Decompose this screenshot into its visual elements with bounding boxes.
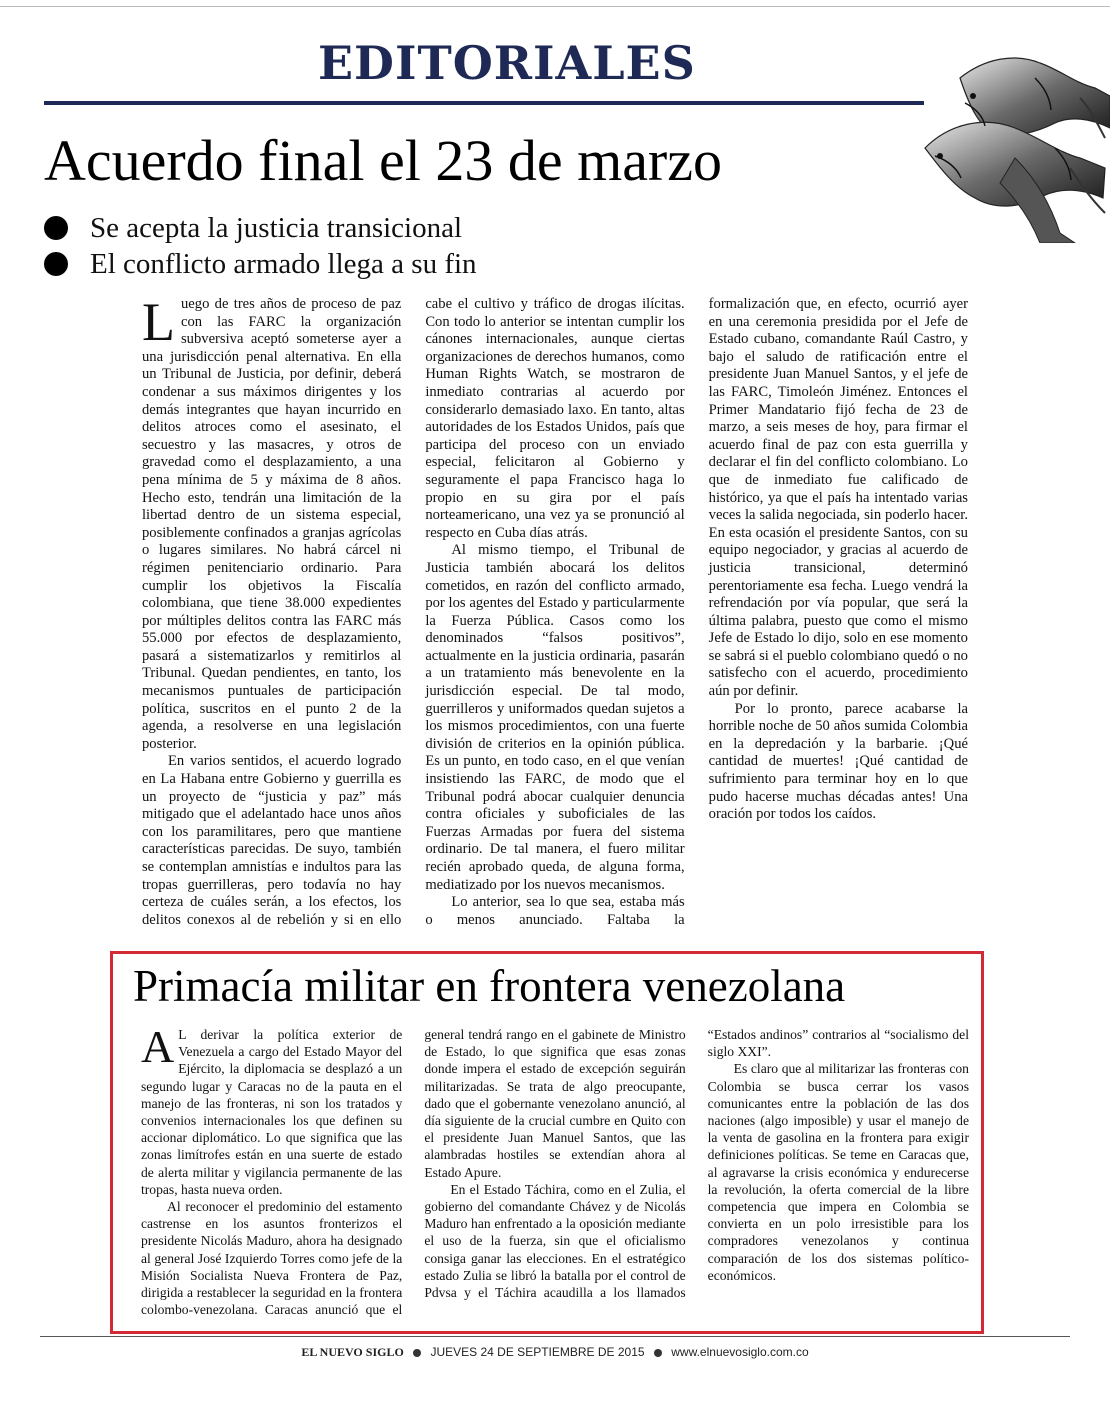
dropcap: L (142, 292, 175, 352)
horse-sculpture-image (865, 38, 1110, 243)
bullet-dot-icon (44, 216, 68, 240)
footer-rule (40, 1336, 1070, 1337)
newspaper-brand: EL NUEVO SIGLO (301, 1345, 404, 1359)
body-paragraph: A L derivar la política exterior de Venezuela a cargo del Estado Mayor del Ejército, la diplomacia se desplazó a un segundo lugar y Caracas no de la pauta en el manejo de las fronteras, ni son los tratados y convenios internacionales los que definen su accionar diplomático. Lo que significa que las zonas limítrofes están en una suerte de estado de alerta militar y vigilancia permanente de las tropas, hasta nueva orden. (141, 1021, 403, 1197)
bullet-separator-icon (654, 1349, 662, 1357)
editorial-body-2 (141, 1021, 969, 1326)
editorial-body (142, 292, 968, 941)
subheadline-bullets (44, 210, 477, 282)
bullet-item (44, 246, 477, 282)
bullet-text: El conflicto armado llega a su fin (90, 248, 477, 280)
bullet-dot-icon (44, 252, 68, 276)
bullet-item (44, 210, 477, 246)
issue-date: JUEVES 24 DE SEPTIEMBRE DE 2015 (430, 1345, 645, 1359)
website-link[interactable]: www.elnuevosiglo.com.co (671, 1345, 809, 1359)
bullet-separator-icon (413, 1349, 421, 1357)
editorial-headline: Acuerdo final el 23 de marzo (44, 128, 722, 193)
body-paragraph: Al reconocer el predominio del estamento castrense en los asuntos fronterizos el presidente Nicolás Maduro, ahora ha designado al general José Izquierdo Torres como jefe de la Misión Socialista Nueva Frontera de Paz, dirigida a restablecer la seguridad en la frontera colombo-venezolana. Caracas anunció que el general tendrá rango en el gabinete de Ministro de Estado, lo que significa que esas zonas donde impera el estado de excepción seguirán militarizadas. Se trata de algo preocupante, dado que el gobernante venezolano anunció, al día siguiente de la crucial cumbre en Quito con el presidente Juan Manuel Santos, que las alambradas hostiles se extendían ahora al Estado Apure. (141, 1027, 686, 1318)
section-rule (44, 101, 924, 105)
editorial-headline-2: Primacía militar en frontera venezolana (133, 961, 846, 1011)
section-title: EDITORIALES (318, 36, 696, 90)
page-footer (0, 1345, 1110, 1360)
body-paragraph: Al mismo tiempo, el Tribunal de Justicia también abocará los delitos cometidos, en razón del conflicto armado, por los agentes del Estado y particularmente la Fuerza Pública. Casos como los denominados “falsos positivos”, actualmente en la justicia ordinaria, pasarán a un tratamiento más benevolente en la jurisdicción especial. De tal modo, guerrilleros y uniformados quedan sujetos a los mismos procedimientos, con una fuerte división de criterios en la opinión pública. Es un punto, en todo caso, en el que venían insistiendo las FARC, de modo que el Tribunal podrá abocar cualquier denuncia contra oficiales y suboficiales de las Fuerzas Armadas por fuera del sistema ordinario. De tal manera, el fuero militar recién aprobado queda, de alguna forma, mediatizado por los nuevos mecanismos. (425, 542, 685, 893)
highlighted-editorial-box (110, 951, 984, 1334)
top-rule (0, 6, 1110, 7)
body-paragraph: Es claro que al militarizar las fronteras con Colombia se busca cerrar los vasos comunicantes entre la población de las dos naciones (algo imposible) y usar el manejo de la venta de gasolina en la frontera para exigir definiciones políticas. Se teme en Caracas que, al agravarse la crisis económica y endurecerse la revolución, la oferta comercial de la libre competencia que impera en Colombia se convierta en un polo irresistible para los compradores venezolanos y continua comparación de los dos sistemas político-económicos. (707, 1061, 969, 1283)
body-paragraph: Luego de tres años de proceso de paz con las FARC la organización subversiva aceptó someterse ayer a una jurisdicción penal alternativa. En ella un Tribunal de Justicia, por definir, deberá condenar a sus máximos dirigentes y los demás integrantes que hayan incurrido en delitos atroces como el asesinato, el secuestro y las masacres, y otros de gravedad como el desplazamiento, a una pena mínima de 5 y máxima de 8 años. Hecho esto, tendrán una limitación de la libertad dentro de un sistema especial, posiblemente confinados a granjas agrícolas o lugares similares. No habrá cárcel ni régimen penitenciario ordinario. Para cumplir los objetivos la Fiscalía colombiana, que tiene 38.000 expedientes por múltiples delitos contra las FARC más 55.000 por efectos de desplazamiento, pasará a sistematizarlos y remitirlos al Tribunal. Quedan pendientes, en tanto, los mecanismos puntuales de participación política, suscritos en el punto 2 de la agenda, a resolverse en una legislación posterior. (142, 292, 402, 752)
body-paragraph: Por lo pronto, parece acabarse la horrible noche de 50 años sumida Colombia en la depredación y la barbarie. ¡Qué cantidad de muertes! ¡Qué cantidad de sufrimiento para terminar hoy en lo que pudo hacerse muchas décadas antes! Una oración por todos los caídos. (708, 700, 968, 823)
dropcap: A (141, 1021, 175, 1072)
body-paragraph: En el Estado Táchira, como en el Zulia, el gobierno del comandante Chávez y de Nicolás Maduro han enfrentado a la oposición mediante el uso de la fuerza, sin que el oficialismo consiga ganar las elecciones. En el estratégico estado Zulia se libró la batalla por el control de Pdvsa y el Táchira acaudilla a los llamados “Estados andinos” contrarios al “socialismo del siglo XXI”. (424, 1027, 969, 1301)
bullet-text: Se acepta la justicia transicional (90, 212, 463, 244)
body-paragraph: En varios sentidos, el acuerdo logrado en La Habana entre Gobierno y guerrilla es un proyecto de “justicia y paz” más mitigado que el adelantado hace unos años con los paramilitares, pero que mantiene características parecidas. De suyo, también se contemplan amnistías e indultos para las tropas guerrilleras, pero todavía no hay certeza de cuáles serán, a los efectos, los delitos conexos al de rebelión y si en ello cabe el cultivo y tráfico de drogas ilícitas. Con todo lo anterior se intentan cumplir los cánones internacionales, aunque ciertas organizaciones de derechos humanos, como Human Rights Watch, se mostraron de inmediato contrarias al acuerdo por considerarlo demasiado laxo. En tanto, altas autoridades de los Estados Unidos, país que participa del proceso con un enviado especial, felicitaron al Gobierno y seguramente el papa Francisco haga lo propio en su gira por el país norteamericano, una vez ya se pronunció al respecto en Cuba días atrás. (142, 296, 685, 928)
body-paragraph: Lo anterior, sea lo que sea, estaba más o menos anunciado. Faltaba la formalización que, en efecto, ocurrió ayer en una ceremonia presidida por el Jefe de Estado cubano, comandante Raúl Castro, y bajo el saludo de ratificación entre el presidente Juan Manuel Santos, y el jefe de las FARC, Timoleón Jiménez. Entonces el Primer Mandatario fijó fecha de 23 de marzo, a seis meses de hoy, para firmar el acuerdo final de paz con esta guerrilla y declarar el fin del conflicto colombiano. Lo que de inmediato fue calificado de histórico, ya que el país ha intentado varias veces la salida negociada, sin poderlo hacer. En esta ocasión el presidente Santos, con su equipo negociador, y gracias al acuerdo de justicia transicional, determinó perentoriamente esa fecha. Luego vendrá la refrendación por vía popular, que será la última palabra, puesto que como el mismo Jefe de Estado lo dijo, solo en ese momento se sabrá si el pueblo colombiano quedó o no satisfecho con el acuerdo, procedimiento aún por definir. (425, 296, 968, 928)
